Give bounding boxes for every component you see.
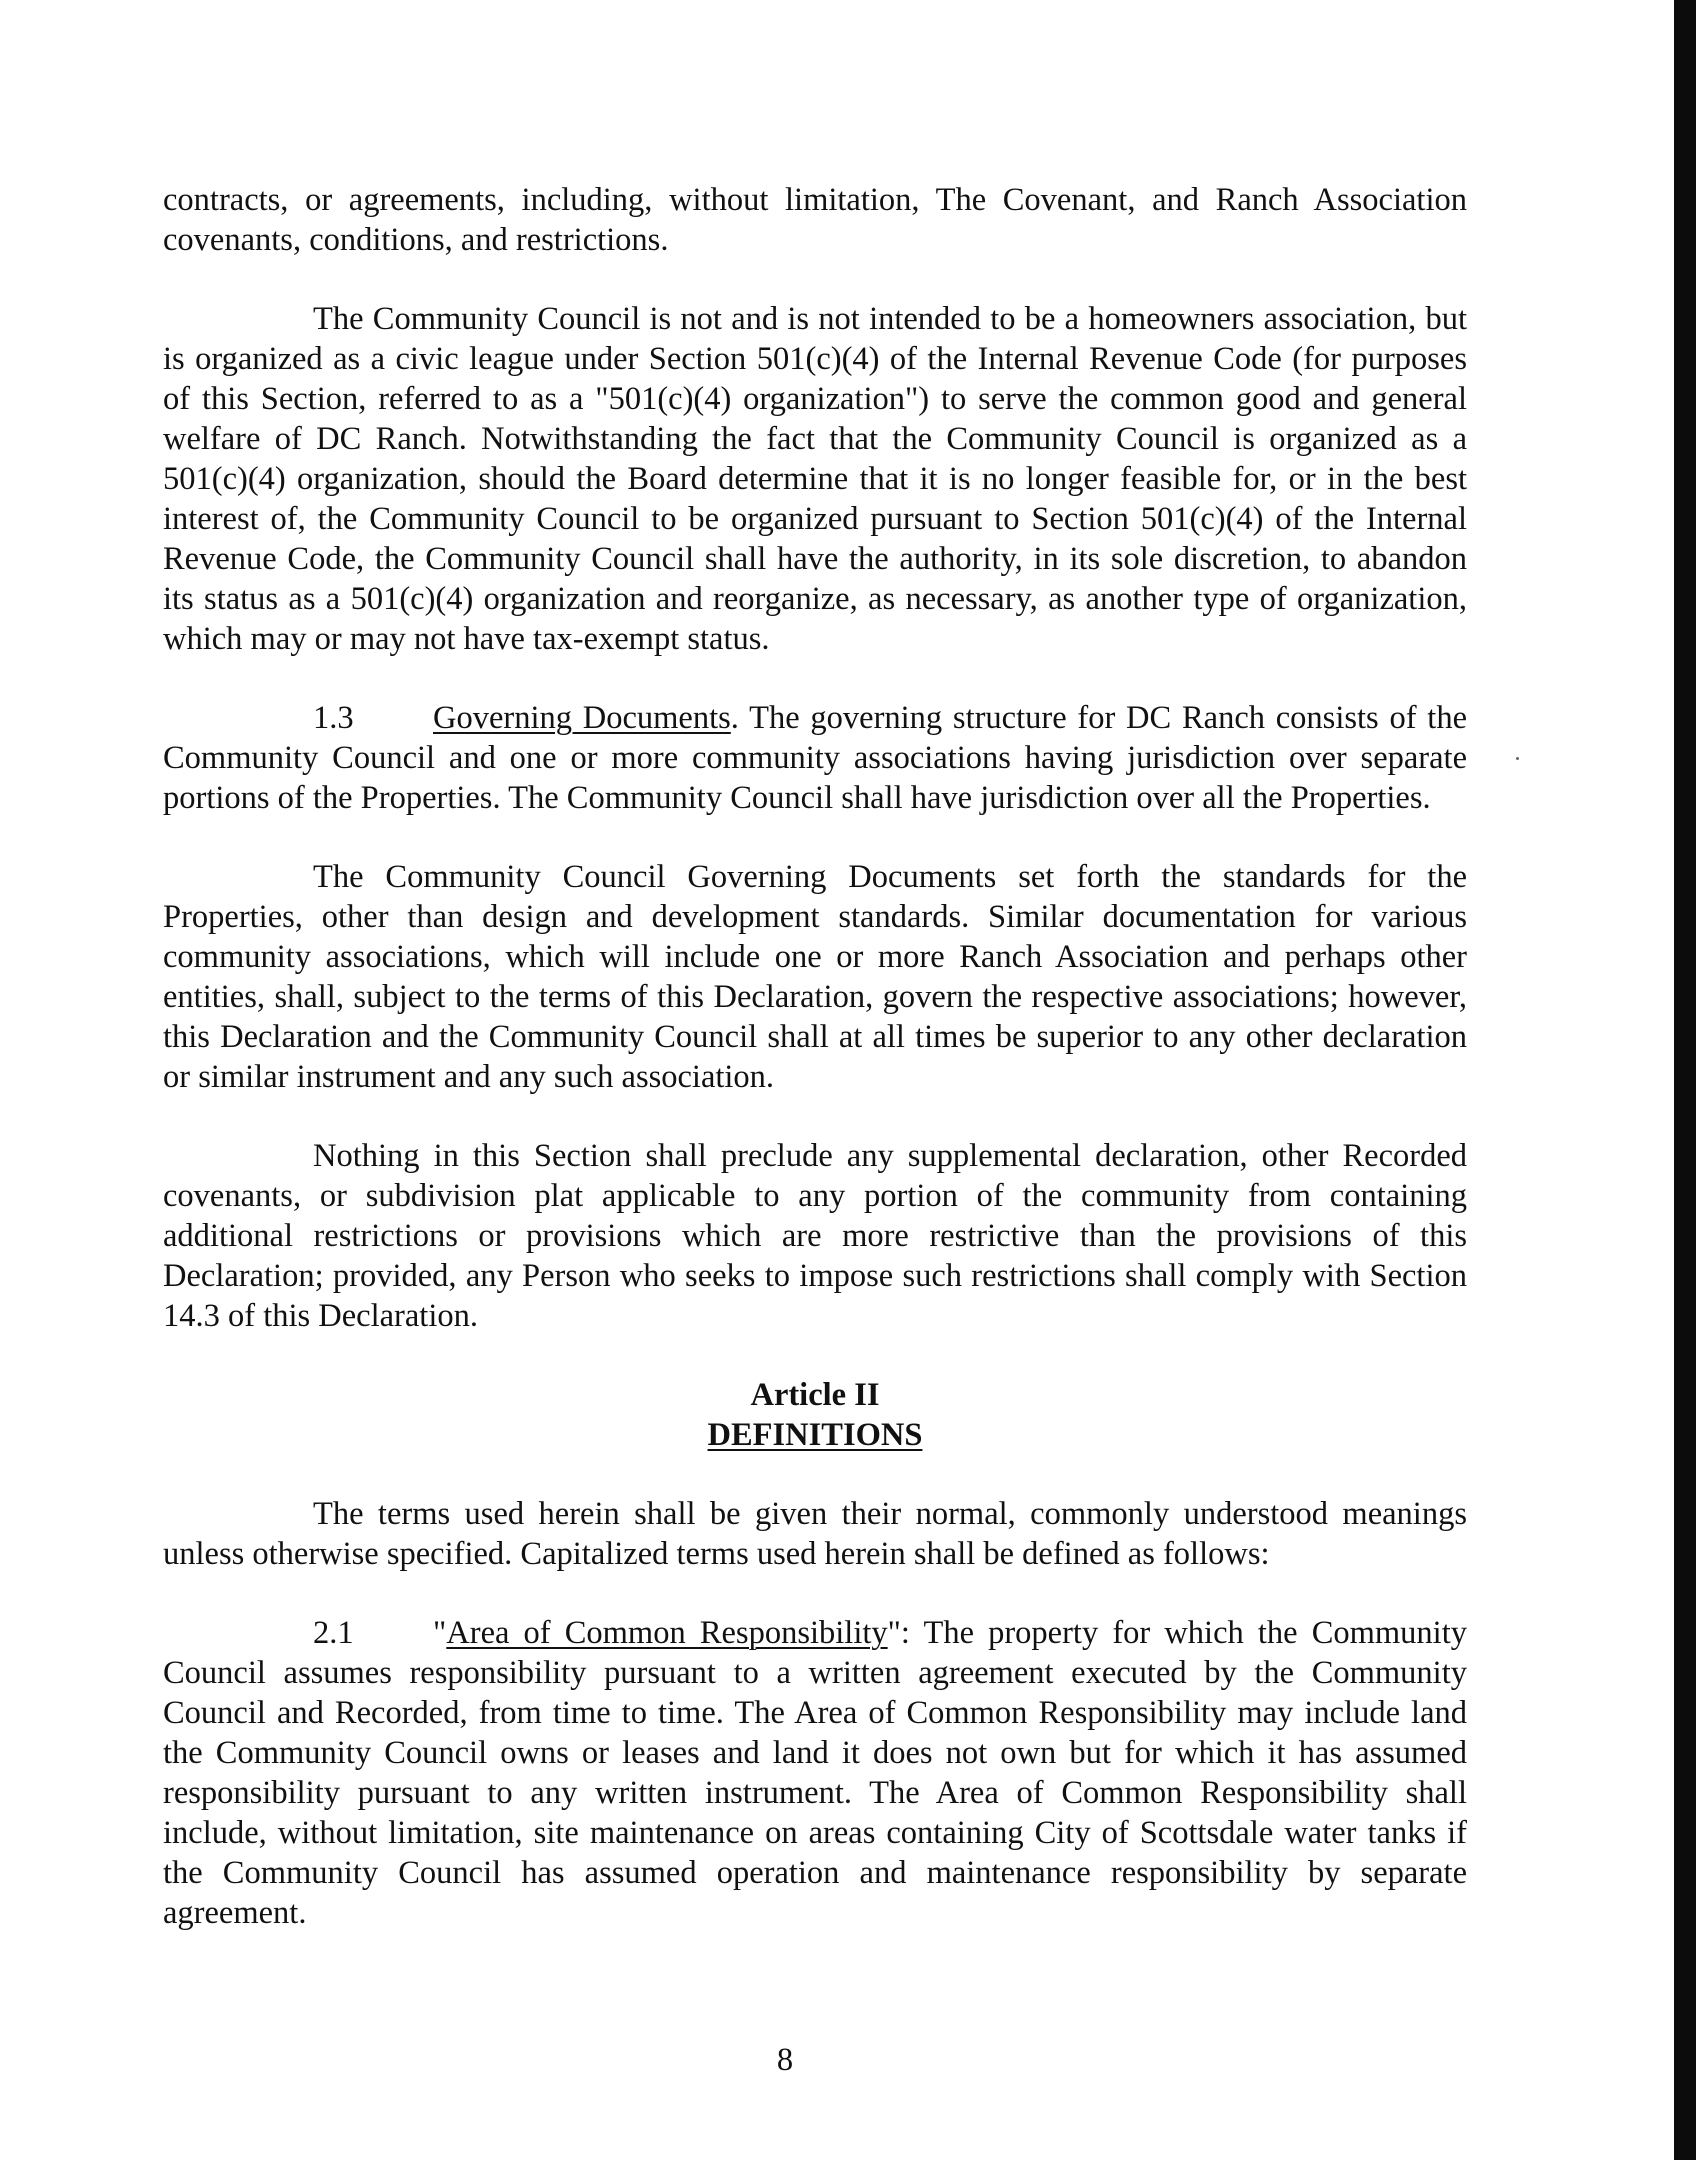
section-number: 2.1 <box>313 1615 354 1651</box>
section-title: Area of Common Responsibility <box>446 1615 888 1651</box>
paragraph-continuation: contracts, or agreements, including, without limitation, The Covenant, and Ranch Association covenants, conditions, and restrictions. <box>163 182 1467 258</box>
section-1-3 <box>163 698 1467 818</box>
section-title: Governing Documents <box>433 700 731 736</box>
section-2-1 <box>163 1613 1467 1933</box>
page-number: 8 <box>776 2042 794 2078</box>
paragraph-supplemental: Nothing in this Section shall preclude any supplemental declaration, other Recorded covenants, or subdivision plat applicable to any portion of the community from containing additional restrictions or provisions which are more restrictive than the provisions of this Declaration; provided, any Person who seeks to impose such restrictions shall comply with Section 14.3 of this Declaration. <box>163 1138 1467 1334</box>
document-page <box>163 180 1467 1972</box>
paragraph-civic-league: The Community Council is not and is not intended to be a homeowners association, but is organized as a civic league under Section 501(c)(4) of the Internal Revenue Code (for purposes of this Section, referred to as a "501(c)(4) organization") to serve the common good and general welfare of DC Ranch. Notwithstanding the fact that the Community Council is organized as a 501(c)(4) organization, should the Board determine that it is no longer feasible for, or in the best interest of, the Community Council to be organized pursuant to Section 501(c)(4) of the Internal Revenue Code, the Community Council shall have the authority, in its sole discretion, to abandon its status as a 501(c)(4) organization and reorganize, as necessary, as another type of organization, which may or may not have tax-exempt status. <box>163 301 1467 657</box>
article-label: Article II <box>750 1377 880 1413</box>
scan-speck <box>1516 757 1519 760</box>
section-number: 1.3 <box>313 700 354 736</box>
scan-edge-shadow <box>1674 0 1696 2160</box>
article-heading <box>163 1375 1467 1455</box>
section-text: . The governing structure for DC Ranch consists of the Community Council and one or more community associations having jurisdiction over separate portions of the Properties. The Community Council shall have jurisdiction over all the Properties. <box>163 700 1467 816</box>
quote-mark: " <box>433 1615 447 1651</box>
section-text: ": The property for which the Community Council assumes responsibility pursuant to a written agreement executed by the Community Council and Recorded, from time to time. The Area of Common Responsibility may include land the Community Council owns or leases and land it does not own but for which it has assumed responsibility pursuant to any written instrument. The Area of Common Responsibility shall include, without limitation, site maintenance on areas containing City of Scottsdale water tanks if the Community Council has assumed operation and maintenance responsibility by separate agreement. <box>163 1615 1467 1931</box>
paragraph-governing-documents: The Community Council Governing Documents set forth the standards for the Properties, other than design and development standards. Similar documentation for various community associations, which will include one or more Ranch Association and perhaps other entities, shall, subject to the terms of this Declaration, govern the respective associations; however, this Declaration and the Community Council shall at all times be superior to any other declaration or similar instrument and any such association. <box>163 859 1467 1095</box>
paragraph-definitions-intro: The terms used herein shall be given their normal, commonly understood meanings unless otherwise specified. Capitalized terms used herein shall be defined as follows: <box>163 1496 1467 1572</box>
article-title: DEFINITIONS <box>707 1417 923 1453</box>
